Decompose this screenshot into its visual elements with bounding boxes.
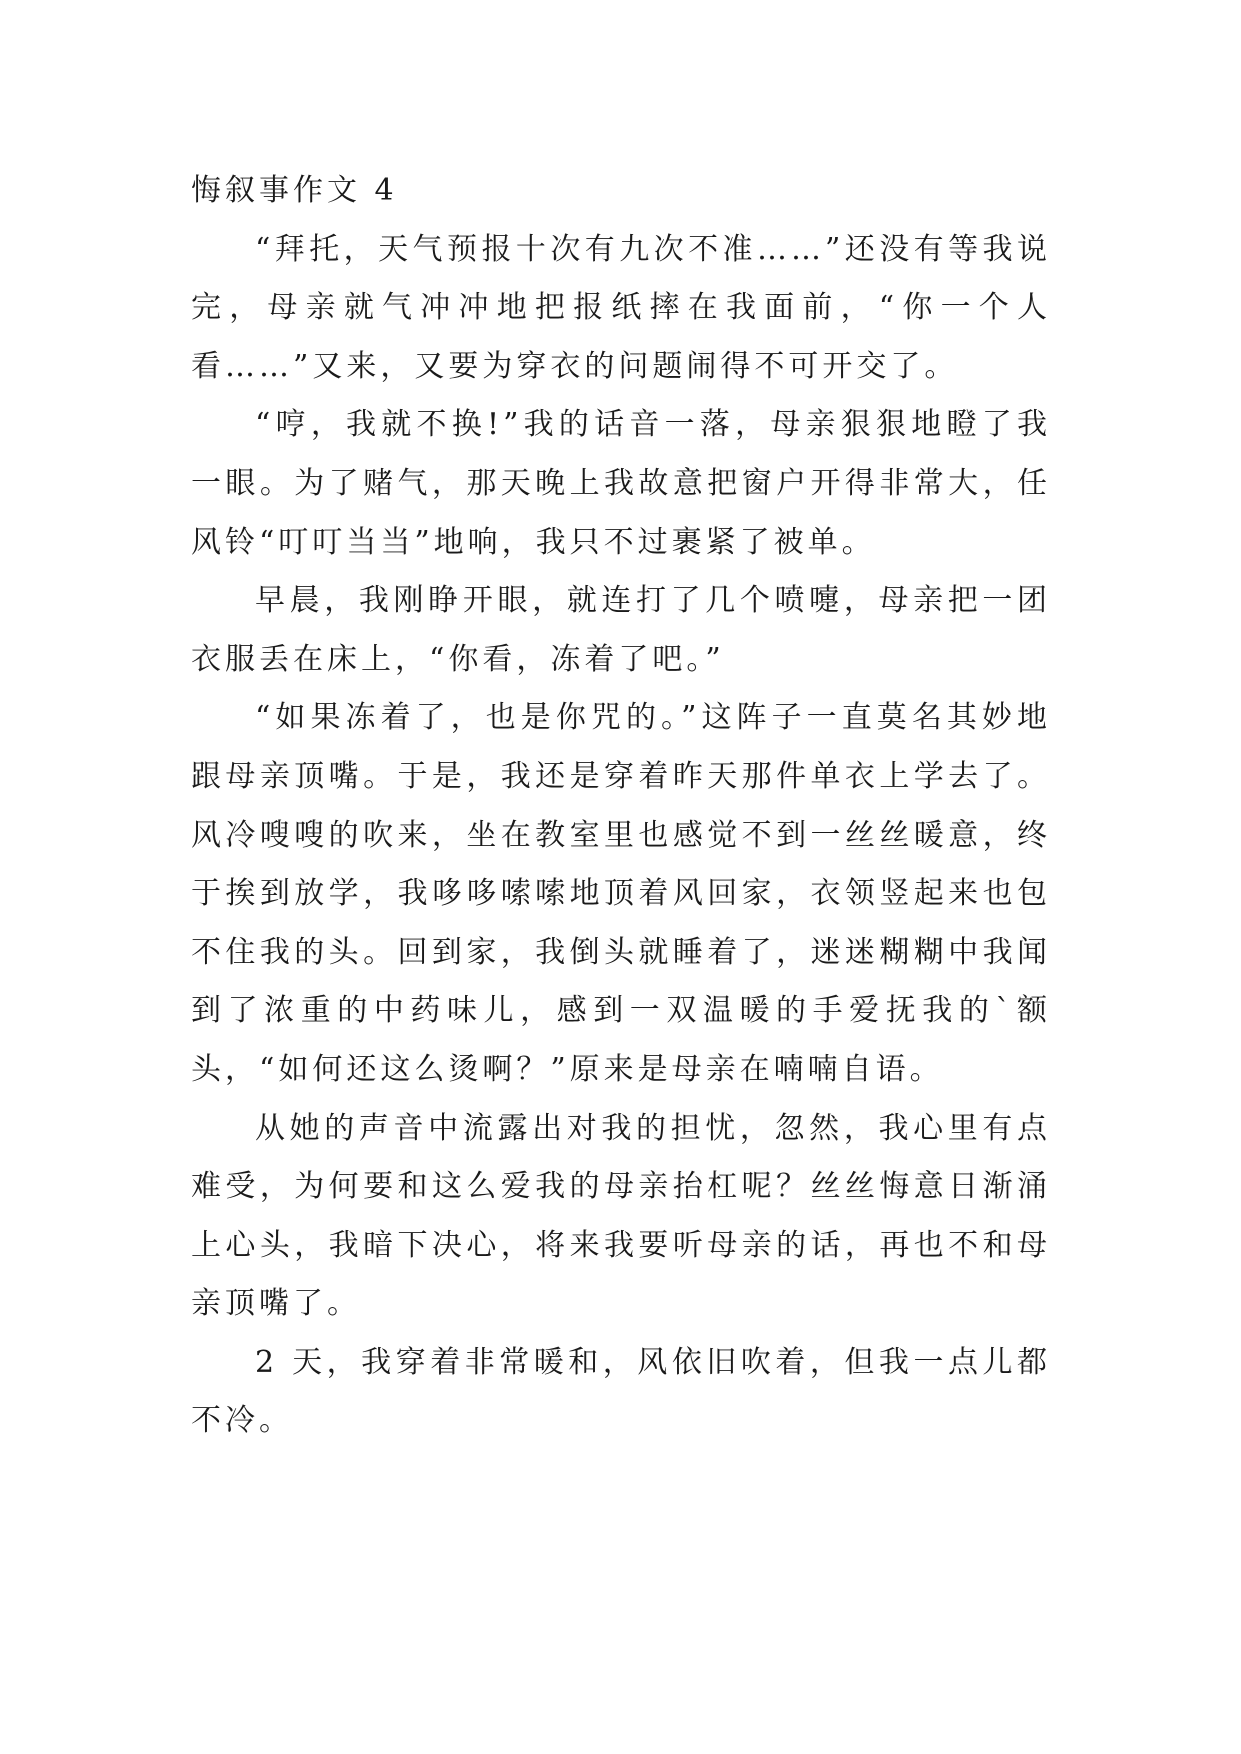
paragraph-5: 从她的声音中流露出对我的担忧，忽然，我心里有点难受，为何要和这么爱我的母亲抬杠呢？丝丝悔意日渐涌上心头，我暗下决心，将来我要听母亲的话，再也不和母亲顶嘴了。 (191, 1110, 1051, 1322)
paragraph-3: 早晨，我刚睁开眼，就连打了几个喷嚏，母亲把一团衣服丢在床上，“你看，冻着了吧。” (191, 583, 1051, 677)
document-title: 悔叙事作文 4 (191, 173, 398, 208)
document-body (191, 162, 1051, 1451)
paragraph-1: “拜托，天气预报十次有九次不准……”还没有等我说完，母亲就气冲冲地把报纸摔在我面前，“你一个人看……”又来，又要为穿衣的问题闹得不可开交了。 (191, 231, 1051, 384)
paragraph-6: 2 天，我穿着非常暖和，风依旧吹着，但我一点儿都不冷。 (191, 1344, 1051, 1439)
paragraph-4: “如果冻着了，也是你咒的。”这阵子一直莫名其妙地跟母亲顶嘴。于是，我还是穿着昨天那件单衣上学去了。风冷嗖嗖的吹来，坐在教室里也感觉不到一丝丝暖意，终于挨到放学，我哆哆嗦嗦地顶着风回家，衣领竖起来也包不住我的头。回到家，我倒头就睡着了，迷迷糊糊中我闻到了浓重的中药味儿，感到一双温暖的手爱抚我的`额头，“如何还这么烫啊？”原来是母亲在喃喃自语。 (191, 700, 1051, 1087)
paragraph-2: “哼，我就不换!”我的话音一落，母亲狠狠地瞪了我一眼。为了赌气，那天晚上我故意把窗户开得非常大，任风铃“叮叮当当”地响，我只不过裹紧了被单。 (191, 407, 1051, 560)
